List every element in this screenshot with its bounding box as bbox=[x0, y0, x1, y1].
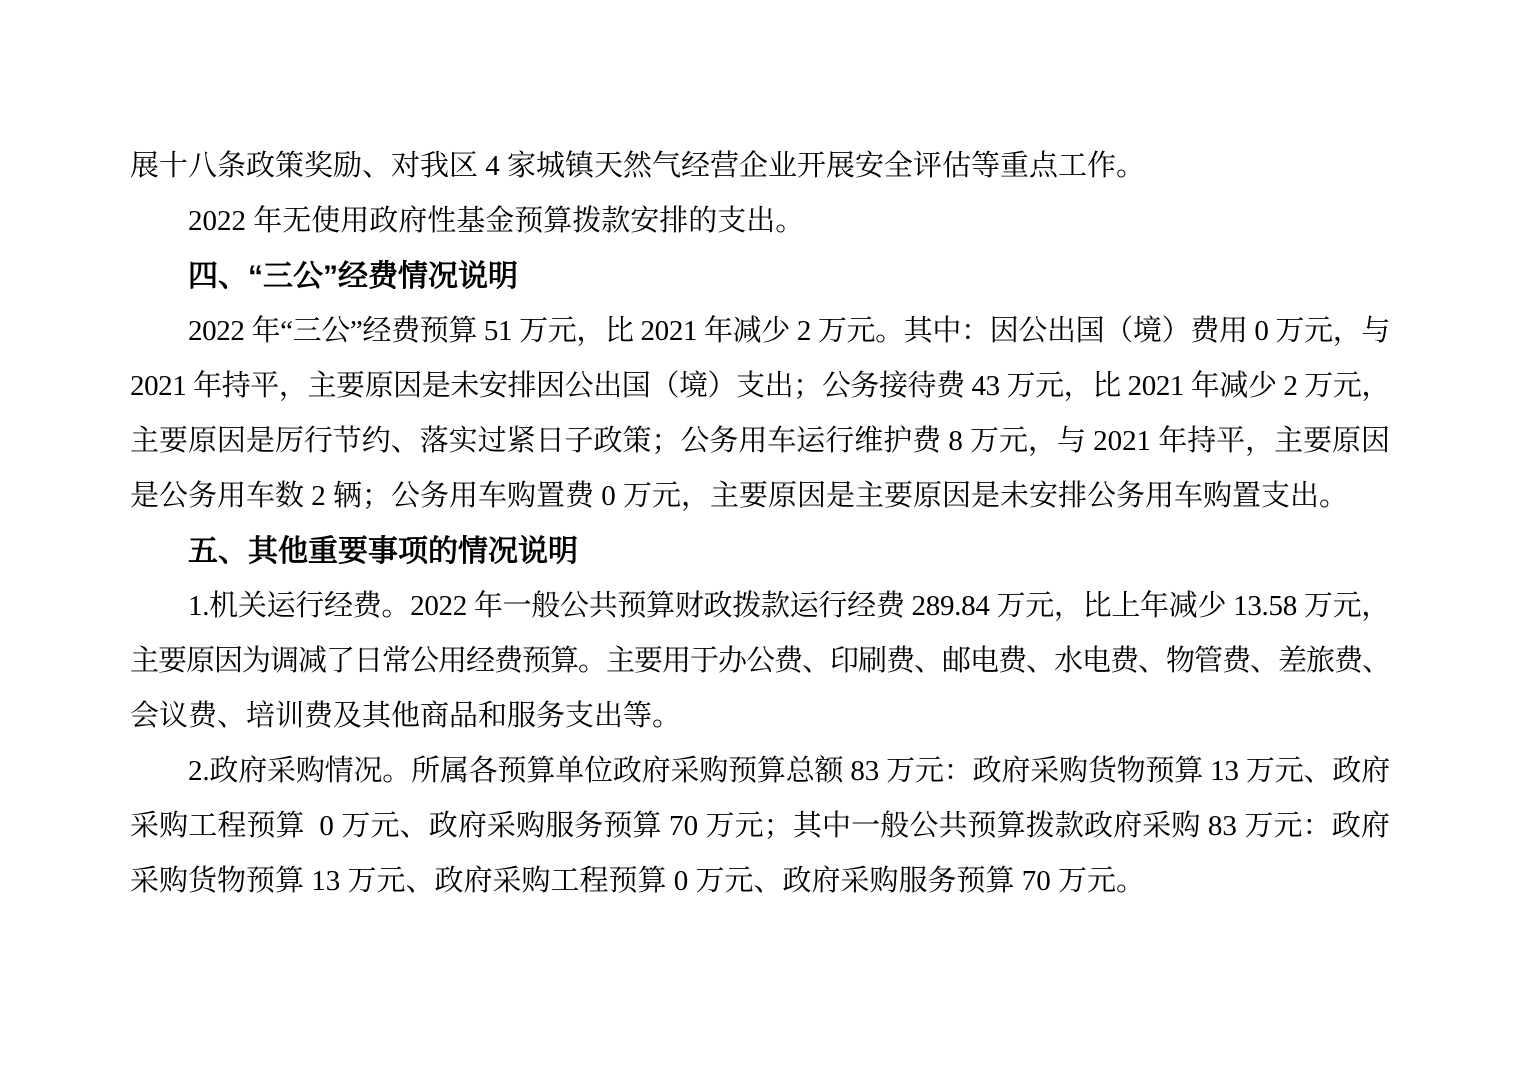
gov-procurement-para-line-3: 采购货物预算 13 万元、政府采购工程预算 0 万元、政府采购服务预算 70 万元。 bbox=[130, 865, 1146, 897]
no-govfund-expenditure-line: 2022 年无使用政府性基金预算拨款安排的支出。 bbox=[188, 205, 805, 237]
gas-policy-continuation-line: 展十八条政策奖励、对我区 4 家城镇天然气经营企业开展安全评估等重点工作。 bbox=[130, 150, 1146, 182]
document-body bbox=[130, 139, 1390, 909]
operating-expense-para-line-1: 1.机关运行经费。2022 年一般公共预算财政拨款运行经费 289.84 万元，比上年减少 13.58 万元， bbox=[188, 590, 1390, 622]
section-5-heading: 五、其他重要事项的情况说明 bbox=[188, 535, 578, 568]
three-public-expense-para-line-4: 是公务用车数 2 辆；公务用车购置费 0 万元，主要原因是主要原因是未安排公务用车购置支出。 bbox=[130, 480, 1349, 512]
gov-procurement-para-line-1: 2.政府采购情况。所属各预算单位政府采购预算总额 83 万元：政府采购货物预算 13 万元、政府 bbox=[188, 755, 1390, 787]
section-4-heading: 四、“三公”经费情况说明 bbox=[188, 260, 518, 293]
gov-procurement-para-line-2: 采购工程预算 0 万元、政府采购服务预算 70 万元；其中一般公共预算拨款政府采购 83 万元：政府 bbox=[130, 810, 1390, 842]
operating-expense-para-line-2: 主要原因为调减了日常公用经费预算。主要用于办公费、印刷费、邮电费、水电费、物管费、差旅费、 bbox=[130, 645, 1391, 677]
three-public-expense-para-line-1: 2022 年“三公”经费预算 51 万元，比 2021 年减少 2 万元。其中：因公出国（境）费用 0 万元，与 bbox=[188, 315, 1391, 347]
three-public-expense-para-line-3: 主要原因是厉行节约、落实过紧日子政策；公务用车运行维护费 8 万元，与 2021 年持平，主要原因 bbox=[130, 425, 1390, 457]
operating-expense-para-line-3: 会议费、培训费及其他商品和服务支出等。 bbox=[130, 700, 682, 732]
three-public-expense-para-line-2: 2021 年持平，主要原因是未安排因公出国（境）支出；公务接待费 43 万元，比 2021 年减少 2 万元， bbox=[130, 370, 1390, 402]
